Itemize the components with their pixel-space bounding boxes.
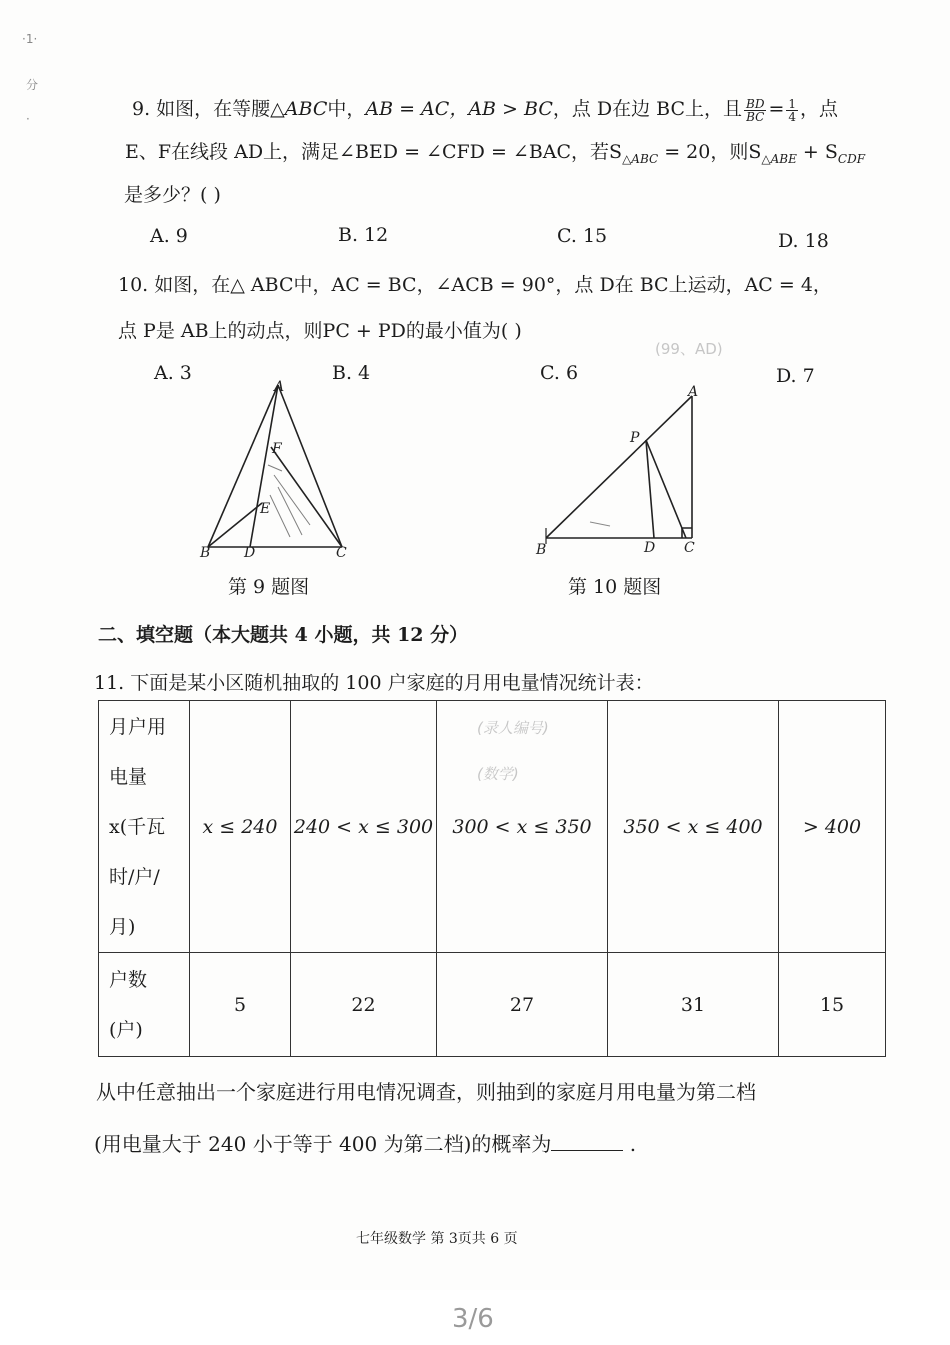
q9-sub2: △ABE <box>761 151 797 166</box>
q11-intro: 11. 下面是某小区随机抽取的 100 户家庭的月用电量情况统计表： <box>94 672 654 694</box>
figure-9-caption: 第 9 题图 <box>228 576 310 598</box>
fig10-label-b: B <box>536 542 547 558</box>
q9-line1 <box>132 94 838 123</box>
row1-header-line: 电量 <box>109 765 148 788</box>
count-cell: 31 <box>608 953 779 1057</box>
q9-line1-e: ，点 D在边 BC上，且 <box>552 98 743 120</box>
fig9-side-ab <box>208 385 278 547</box>
row2-header-line: (户) <box>109 1018 143 1041</box>
row2-header-line: 户数 <box>109 968 148 991</box>
q9-option-a: A. 9 <box>150 225 188 247</box>
figure-10 <box>530 380 720 560</box>
range-cell: 350 < x ≤ 400 <box>608 701 779 953</box>
fig9-hatch-2 <box>278 487 302 535</box>
row1-header-line: 月) <box>109 915 136 938</box>
faint-stamp-table-2: (数学) <box>477 765 519 783</box>
q9-option-d: D. 18 <box>778 230 829 252</box>
q10-line2: 点 P是 AB上的动点，则PC + PD的最小值为( ) <box>118 320 522 342</box>
q10-option-b: B. 4 <box>332 362 371 384</box>
q9-line2-c: + S <box>796 141 838 163</box>
q9-line2-a: E、F在线段 AD上，满足∠BED = ∠CFD = ∠BAC，若S <box>125 141 623 163</box>
fig9-label-e: E <box>260 501 271 517</box>
fig9-hatch-1 <box>274 475 310 525</box>
fig10-label-c: C <box>684 540 695 556</box>
fig9-label-d: D <box>244 545 256 561</box>
fig9-label-a: A <box>274 379 285 395</box>
fig9-side-ac <box>278 385 342 547</box>
margin-mark-3: · <box>26 112 30 126</box>
count-cell: 15 <box>779 953 886 1057</box>
q10-option-c: C. 6 <box>540 362 579 384</box>
q9-line1-b: ABC <box>284 98 328 120</box>
table-row-usage <box>99 701 886 953</box>
range-cell: > 400 <box>779 701 886 953</box>
fig9-hatch-3 <box>270 495 290 537</box>
q9-line1-c: 中， <box>327 98 366 120</box>
count-cell: 22 <box>291 953 437 1057</box>
q9-line2 <box>125 137 865 166</box>
q9-frac-den: BC <box>746 109 765 124</box>
margin-mark-2: 分 <box>26 78 39 92</box>
q11-question-line2-end: . <box>623 1132 637 1156</box>
q10-line1: 10. 如图，在△ ABC中，AC = BC，∠ACB = 90°，点 D在 BC上运动，AC = 4， <box>118 274 832 296</box>
fig9-line-cf <box>271 447 342 547</box>
q9-line1-a: 9. 如图，在等腰△ <box>132 98 285 120</box>
range-cell: x ≤ 240 <box>190 701 291 953</box>
row1-header-line: 时/户/ <box>109 865 160 888</box>
q9-line1-d: AB = AC，AB > BC <box>365 98 553 120</box>
q9-line2-b: = 20，则S <box>658 141 762 163</box>
fig10-side-ab <box>546 396 692 538</box>
count-cell: 27 <box>437 953 608 1057</box>
q9-option-c: C. 15 <box>557 225 608 247</box>
q10-option-a: A. 3 <box>154 362 192 384</box>
row1-header-line: x(千瓦 <box>109 815 166 838</box>
margin-mark-1: ·1· <box>22 32 38 46</box>
table-row-counts <box>99 953 886 1057</box>
q9-sub3: CDF <box>837 151 866 166</box>
fig9-hatch-4 <box>268 465 282 471</box>
q9-fraction-quarter <box>786 98 798 123</box>
fig9-label-c: C <box>336 545 347 561</box>
q11-question-line1: 从中任意抽出一个家庭进行用电情况调查，则抽到的家庭月用电量为第二档 <box>96 1080 756 1104</box>
fig9-label-f: F <box>272 441 282 457</box>
fig9-line-ad <box>250 385 278 547</box>
range-cell: 300 < x ≤ 350 <box>452 815 592 838</box>
q9-option-b: B. 12 <box>338 224 389 246</box>
usage-stats-table <box>98 700 886 1057</box>
figure-10-caption: 第 10 题图 <box>568 576 662 598</box>
section-2-heading: 二、填空题（本大题共 4 小题，共 12 分） <box>98 624 469 646</box>
q9-sub1: △ABC <box>622 151 659 166</box>
range-cell: 240 < x ≤ 300 <box>291 701 437 953</box>
fig10-label-p: P <box>630 430 640 446</box>
figure-9 <box>190 375 360 565</box>
row1-header-line: 月户用 <box>109 715 167 738</box>
fig9-label-b: B <box>200 545 211 561</box>
row2-header <box>99 953 190 1057</box>
row1-header <box>99 701 190 953</box>
count-cell: 5 <box>190 953 291 1057</box>
fig10-pencil-mark <box>590 522 610 526</box>
fig10-label-a: A <box>688 384 699 400</box>
q9-frac-num: BD <box>746 96 765 111</box>
q10-option-d: D. 7 <box>776 365 815 387</box>
page-footer: 七年级数学 第 3页共 6 页 <box>356 1231 518 1247</box>
q9-fraction-bd-bc <box>744 98 766 123</box>
q9-line3: 是多少？( ) <box>124 184 221 206</box>
q11-question-line2 <box>94 1128 636 1157</box>
q11-question-line2-text: (用电量大于 240 小于等于 400 为第二档)的概率为 <box>94 1132 552 1156</box>
faint-stamp-q10: (99、AD) <box>655 340 723 358</box>
q9-frac2-den: 4 <box>788 109 797 124</box>
q9-frac2-num: 1 <box>788 96 797 111</box>
faint-stamp-table-1: (录人编号) <box>477 719 549 737</box>
answer-blank[interactable] <box>551 1132 623 1151</box>
range-cell-with-stamp <box>437 701 608 953</box>
q9-line1-f: ，点 <box>800 98 839 120</box>
fig10-label-d: D <box>644 540 656 556</box>
page-indicator: 3/6 <box>452 1304 494 1334</box>
q9-eq: = <box>768 98 785 120</box>
